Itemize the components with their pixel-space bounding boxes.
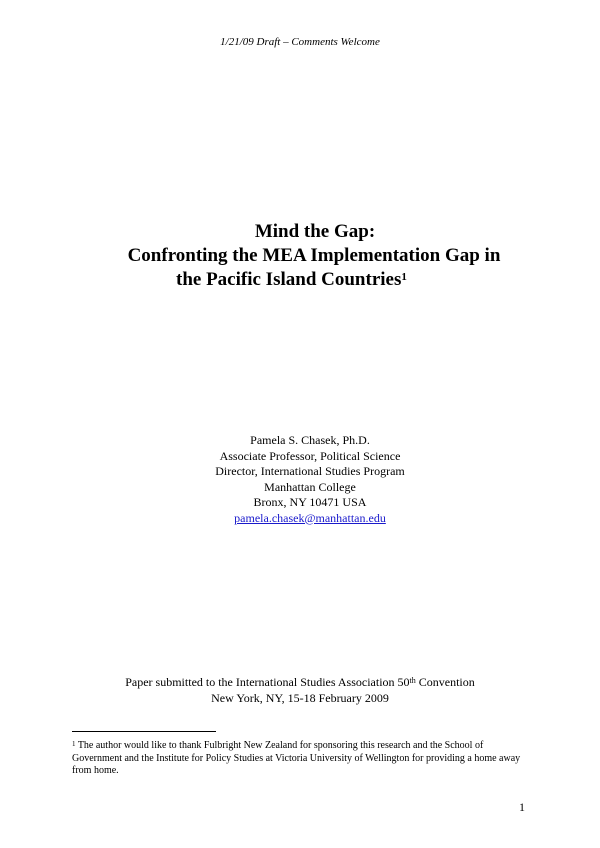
- submission-line-1: [0, 675, 600, 691]
- author-address: Bronx, NY 10471 USA: [253, 495, 367, 509]
- title-footnote-marker[interactable]: 1: [401, 271, 407, 283]
- submission-line-2: New York, NY, 15-18 February 2009: [211, 690, 389, 705]
- submission-block: [0, 675, 600, 706]
- title-line-3-text: the Pacific Island Countries: [176, 269, 402, 290]
- author-name: Pamela S. Chasek, Ph.D.: [250, 433, 370, 447]
- title-line-1: Mind the Gap:: [254, 221, 376, 242]
- author-position: Associate Professor, Political Science: [219, 448, 401, 463]
- author-institution: Manhattan College: [264, 479, 356, 494]
- title-line-2: Confronting the MEA Implementation Gap in: [127, 245, 501, 266]
- paper-title: [0, 220, 600, 292]
- author-block: [10, 433, 600, 526]
- author-role: Director, International Studies Program: [215, 464, 405, 478]
- author-email-link[interactable]: pamela.chasek@manhattan.edu: [234, 510, 386, 525]
- title-line-3: [0, 268, 600, 292]
- page-number: 1: [519, 800, 525, 814]
- footnote-text: The author would like to thank Fulbright New Zealand for sponsoring this research and the School of Government and the Institute for Policy Studies at Victoria University of Wellington for providing a home away from home.: [72, 740, 521, 776]
- submission-line-1-text: Paper submitted to the International Studies Association 50: [125, 675, 410, 689]
- ordinal-suffix: th: [409, 676, 416, 685]
- footnote: [72, 740, 532, 778]
- footnote-marker: 1: [72, 740, 76, 748]
- submission-line-1-end: Convention: [415, 675, 475, 689]
- footnote-separator: [72, 731, 216, 732]
- draft-note: 1/21/09 Draft – Comments Welcome: [220, 36, 380, 48]
